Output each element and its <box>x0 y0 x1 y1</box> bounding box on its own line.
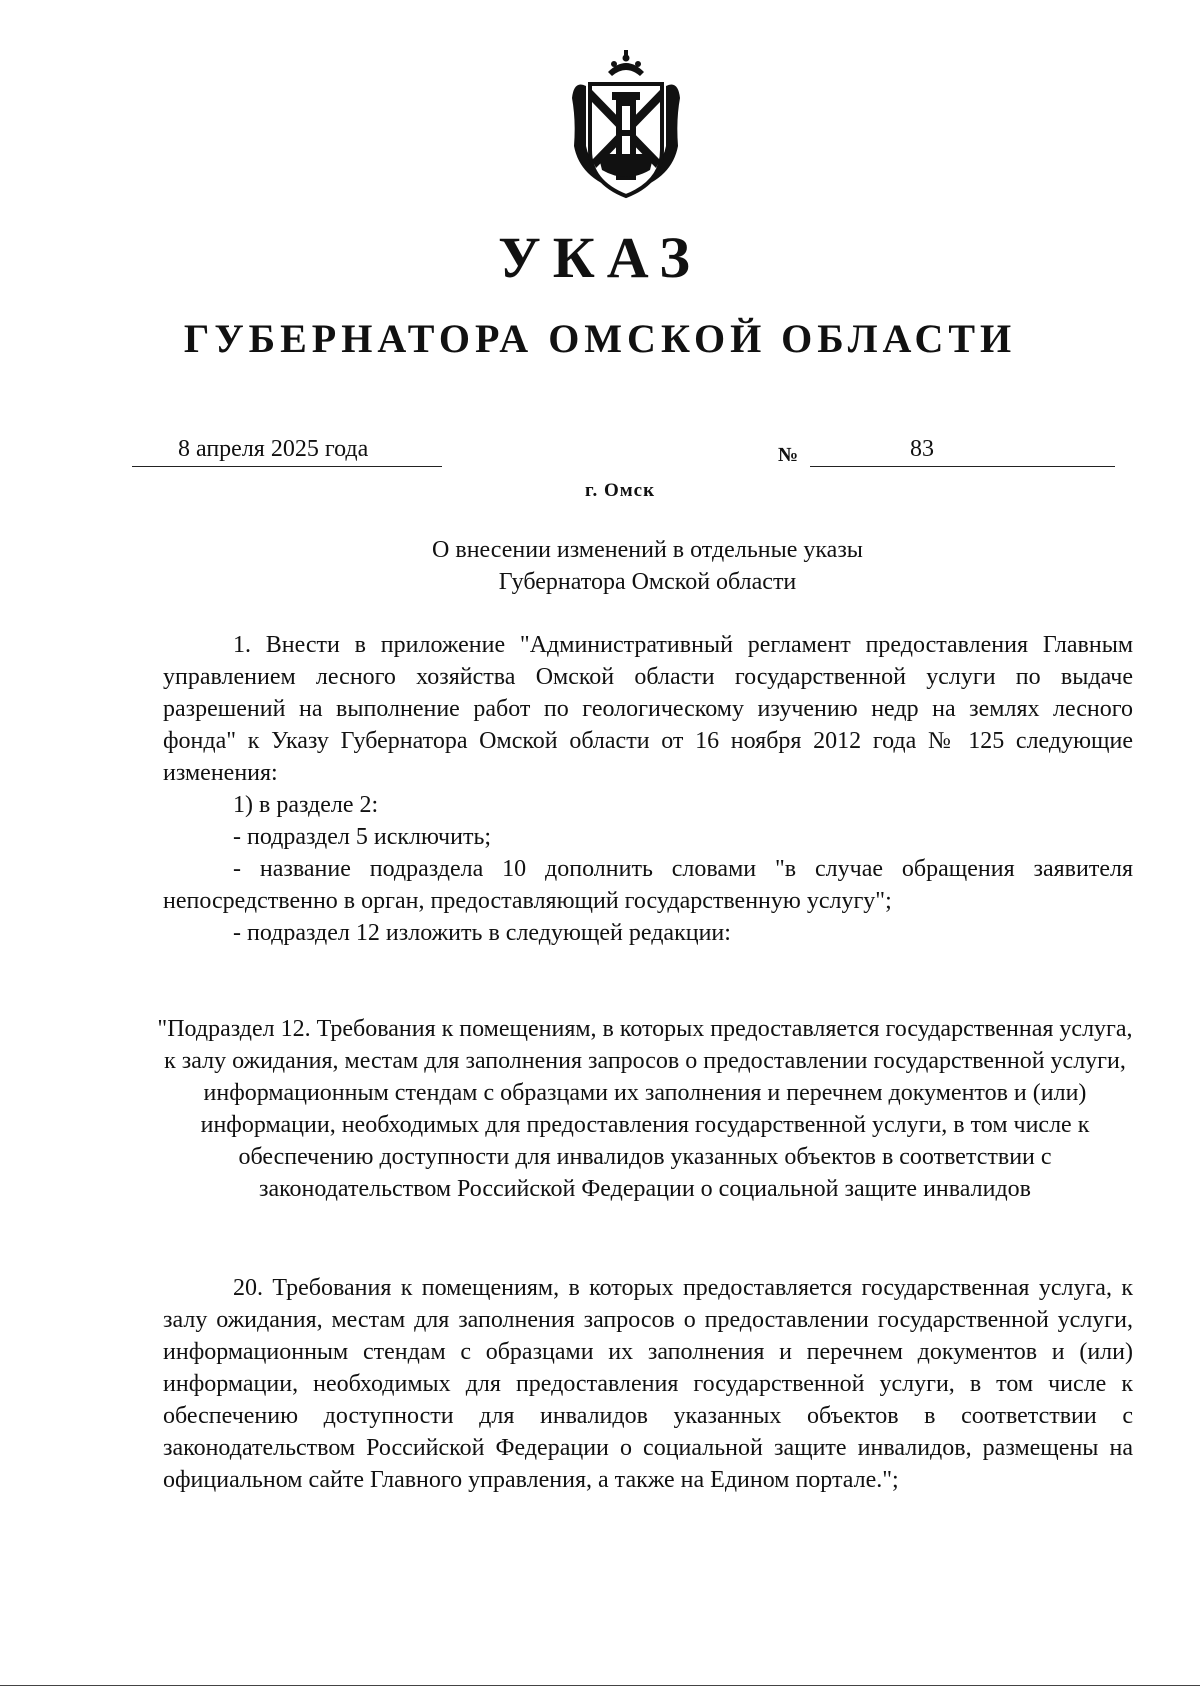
paragraph-2: 1) в разделе 2: <box>233 792 379 818</box>
number-field <box>810 432 1115 467</box>
quoted-subsection-heading: "Подраздел 12. Требования к помещениям, в которых предоставляется государственная услуга, к залу ожидания, местам для заполнения запросов о предоставлении государственной услуги, информационным стендам с образцами их заполнения и перечнем документов и (или) информации, необходимых для предоставления государственной услуги, в том числе к обеспечению доступности для инвалидов указанных объектов в соответствии с законодательством Российской Федерации о социальной защите инвалидов <box>157 1016 1133 1202</box>
document-number: 83 <box>910 436 934 462</box>
document-issuer: ГУБЕРНАТОРА ОМСКОЙ ОБЛАСТИ <box>183 316 1017 361</box>
number-label: № <box>778 444 799 466</box>
document-date: 8 апреля 2025 года <box>178 436 369 462</box>
document-city: г. Омск <box>584 480 656 501</box>
subject-line-1: О внесении изменений в отдельные указы <box>432 537 863 563</box>
paragraph-20: 20. Требования к помещениям, в которых предоставляется государственная услуга, к залу ожидания, местам для заполнения запросов о предоставлении государственной услуги, информационным стендам с образцами их заполнения и перечнем документов и (или) информации, необходимых для предоставления государственной услуги, в том числе к обеспечению доступности для инвалидов указанных объектов в соответствии с законодательством Российской Федерации о социальной защите инвалидов, размещены на официальном сайте Главного управления, а также на Едином портале."; <box>163 1275 1133 1493</box>
paragraph-5: - подраздел 12 изложить в следующей редакции: <box>233 920 731 946</box>
coat-of-arms-icon <box>566 50 686 200</box>
subject-line-2: Губернатора Омской области <box>498 569 797 595</box>
date-field <box>132 432 442 467</box>
body-section <box>163 629 1133 949</box>
quoted-paragraph-section <box>163 1272 1133 1496</box>
paragraph-1: 1. Внести в приложение "Административный регламент предоставления Главным управлением лесного хозяйства Омской области государственной услуги по выдаче разрешений на выполнение работ по геологическому изучению недр на землях лесного фонда" к Указу Губернатора Омской области от 16 ноября 2012 года № 125 следующие изменения: <box>163 632 1133 786</box>
document-subject <box>0 534 1200 598</box>
paragraph-4: - название подраздела 10 дополнить словами "в случае обращения заявителя непосредственно в орган, предоставляющий государственную услугу"; <box>163 856 1133 914</box>
document-title: УКАЗ <box>498 225 702 290</box>
page-bottom-divider <box>0 1685 1200 1686</box>
paragraph-3: - подраздел 5 исключить; <box>233 824 492 850</box>
